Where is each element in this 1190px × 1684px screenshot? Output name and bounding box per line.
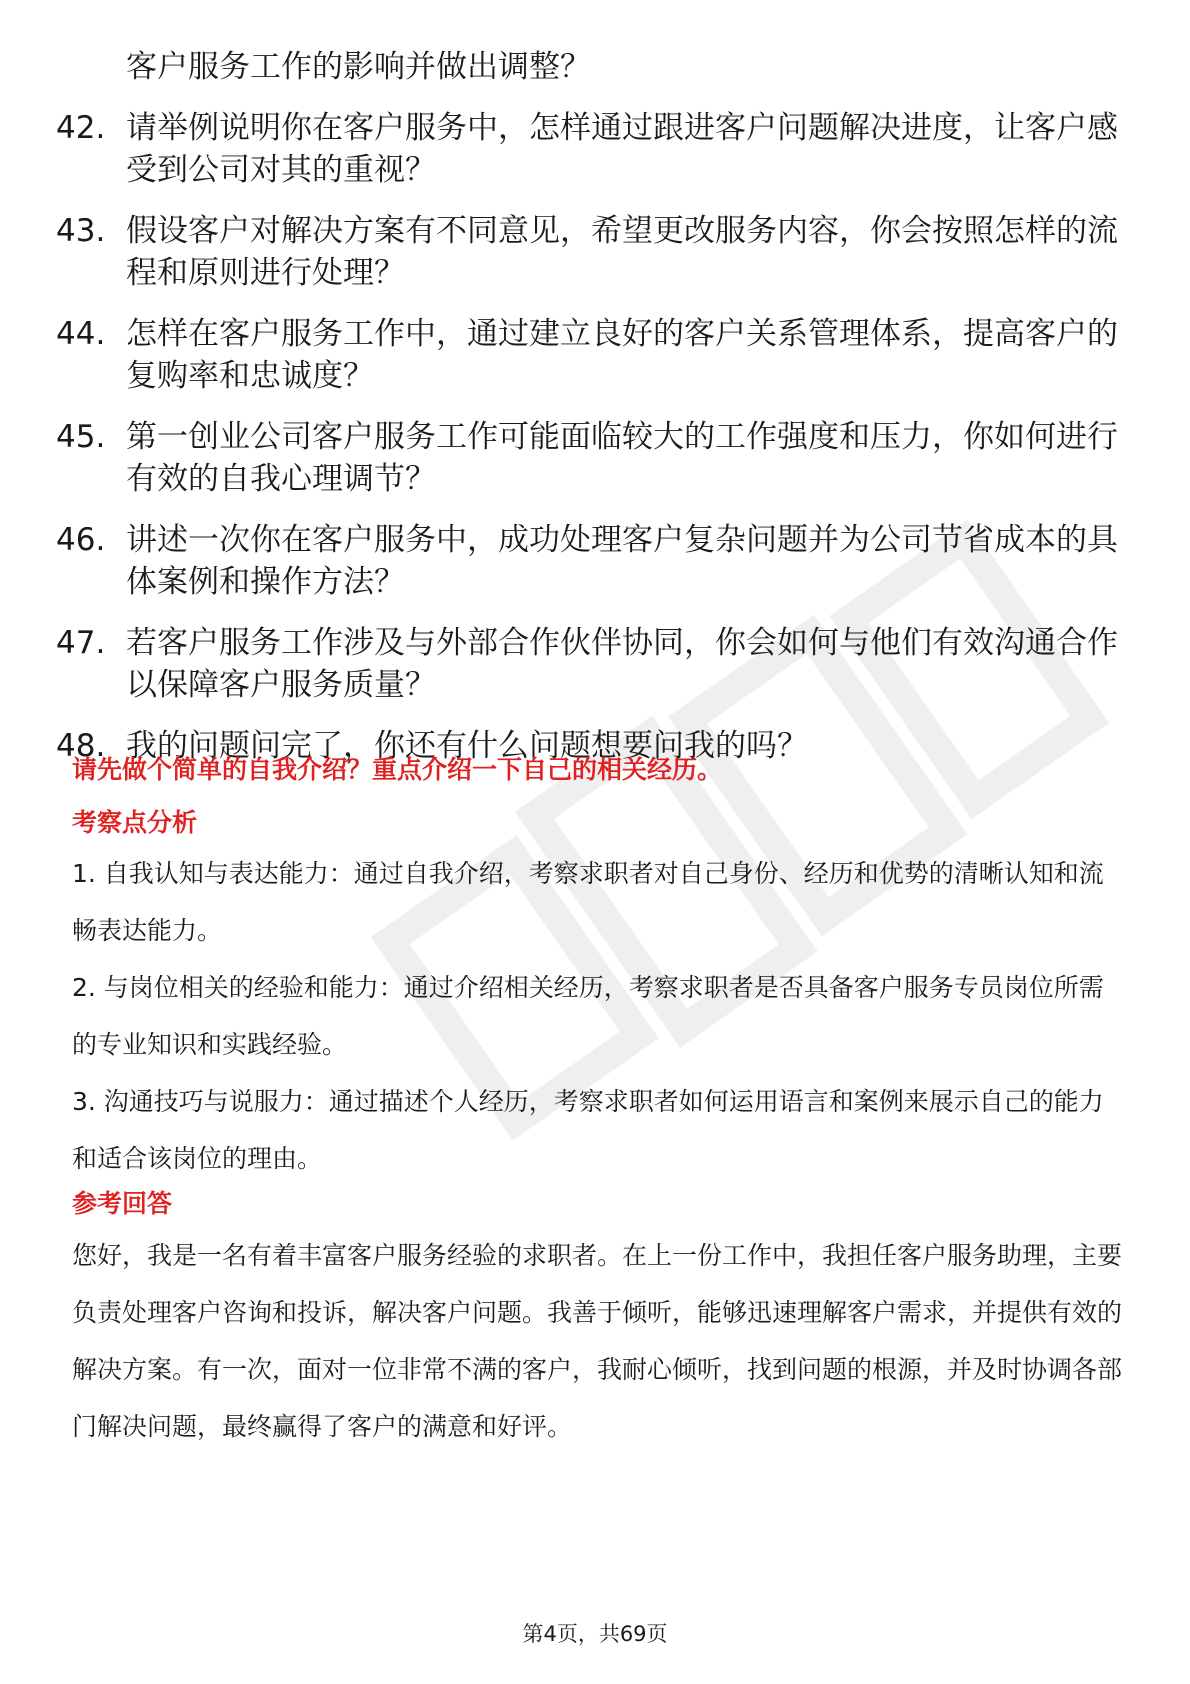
question-list	[56, 46, 1126, 786]
question-text: 第一创业公司客户服务工作可能面临较大的工作强度和压力，你如何进行有效的自我心理调节？	[126, 419, 1118, 497]
question-item-45	[56, 416, 1126, 500]
answer-heading: 参考回答	[72, 1189, 173, 1218]
answer-paragraph: 您好，我是一名有着丰富客户服务经验的求职者。在上一份工作中，我担任客户服务助理，主要负责处理客户咨询和投诉，解决客户问题。我善于倾听，能够迅速理解客户需求，并提供有效的解决方案。有一次，面对一位非常不满的客户，我耐心倾听，找到问题的根源，并及时协调各部门解决问题，最终赢得了客户的满意和好评。	[72, 1241, 1123, 1441]
question-text: 假设客户对解决方案有不同意见，希望更改服务内容，你会按照怎样的流程和原则进行处理？	[126, 213, 1118, 291]
analysis-point-3: 3. 沟通技巧与说服力：通过描述个人经历，考察求职者如何运用语言和案例来展示自己的能力和适合该岗位的理由。	[72, 1087, 1104, 1173]
answer-text	[72, 1227, 1122, 1455]
analysis-point-1: 1. 自我认知与表达能力：通过自我介绍，考察求职者对自己身份、经历和优势的清晰认知和流畅表达能力。	[72, 859, 1104, 945]
analysis-points	[72, 845, 1122, 1187]
question-number: 46.	[56, 522, 106, 558]
question-text: 怎样在客户服务工作中，通过建立良好的客户关系管理体系，提高客户的复购率和忠诚度？	[126, 316, 1118, 394]
question-number: 42.	[56, 110, 106, 146]
question-number: 45.	[56, 419, 106, 455]
question-item-41-continued	[56, 46, 1126, 88]
question-text: 请举例说明你在客户服务中，怎样通过跟进客户问题解决进度，让客户感受到公司对其的重视？	[126, 110, 1118, 188]
question-text: 客户服务工作的影响并做出调整？	[126, 49, 591, 85]
question-item-43	[56, 210, 1126, 294]
featured-question-heading: 请先做个简单的自我介绍？重点介绍一下自己的相关经历。	[72, 755, 723, 784]
analysis-point-2: 2. 与岗位相关的经验和能力：通过介绍相关经历，考察求职者是否具备客户服务专员岗位所需的专业知识和实践经验。	[72, 973, 1104, 1059]
question-item-47	[56, 622, 1126, 706]
analysis-heading: 考察点分析	[72, 808, 198, 837]
question-item-46	[56, 519, 1126, 603]
question-text: 若客户服务工作涉及与外部合作伙伴协同，你会如何与他们有效沟通合作以保障客户服务质量？	[126, 625, 1118, 703]
question-text: 我的问题问完了，你还有什么问题想要问我的吗？	[126, 728, 808, 764]
question-text: 讲述一次你在客户服务中，成功处理客户复杂问题并为公司节省成本的具体案例和操作方法？	[126, 522, 1118, 600]
question-number: 48.	[56, 728, 106, 764]
question-item-42	[56, 107, 1126, 191]
question-number: 44.	[56, 316, 106, 352]
page-number-footer: 第4页，共69页	[522, 1622, 668, 1646]
question-number: 43.	[56, 213, 106, 249]
question-number: 47.	[56, 625, 106, 661]
question-item-44	[56, 313, 1126, 397]
